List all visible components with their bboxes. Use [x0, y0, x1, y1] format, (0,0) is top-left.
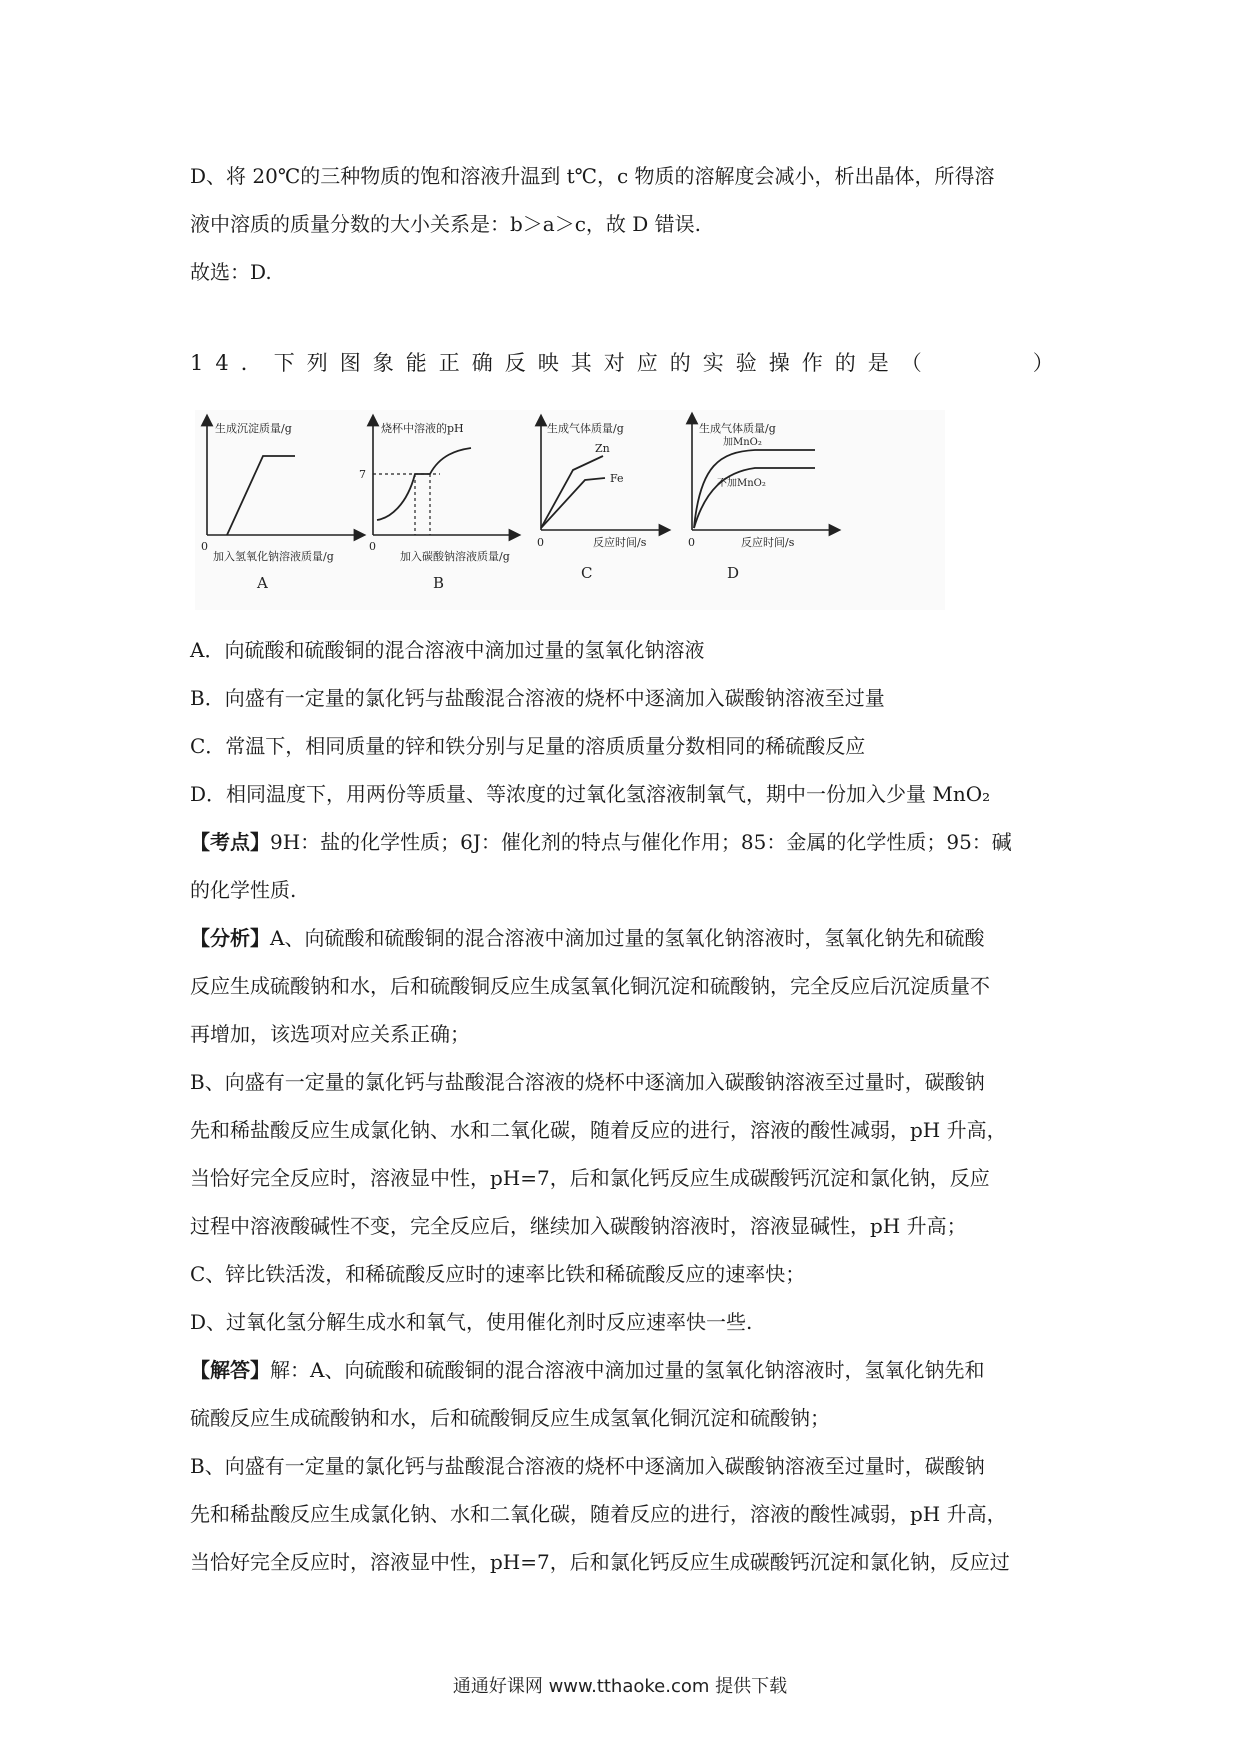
question-stem	[190, 347, 1066, 377]
series-with-mno2: 加MnO₂	[723, 437, 762, 448]
question-text: 下列图象能正确反映其对应的实验操作的是（ ）	[273, 351, 1066, 375]
ylabel-b: 烧杯中溶液的pH	[381, 422, 464, 435]
curve-fe	[541, 478, 605, 528]
text-line: 当恰好完全反应时，溶液显中性，pH=7，后和氯化钙反应生成碳酸钙沉淀和氯化钠，反应过	[190, 1550, 1010, 1574]
graph-a	[201, 420, 360, 592]
option-a: A．向硫酸和硫酸铜的混合溶液中滴加过量的氢氧化钠溶液	[190, 638, 705, 662]
text-line: D、过氧化氢分解生成水和氧气，使用催化剂时反应速率快一些.	[190, 1310, 753, 1334]
curve-a	[227, 456, 295, 535]
fenxi-section	[190, 914, 1060, 1346]
curve-b	[377, 448, 471, 520]
text-line: 反应生成硫酸钠和水，后和硫酸铜反应生成氢氧化铜沉淀和硫酸钠，完全反应后沉淀质量不	[190, 974, 990, 998]
xlabel-b: 加入碳酸钠溶液质量/g	[400, 550, 510, 563]
text-line: B、向盛有一定量的氯化钙与盐酸混合溶液的烧杯中逐滴加入碳酸钠溶液至过量时，碳酸钠	[190, 1070, 985, 1094]
jieda-section	[190, 1346, 1060, 1586]
text-line: 再增加，该选项对应关系正确；	[190, 1022, 470, 1046]
curve-with-mno2	[694, 450, 815, 528]
text-line: 9H：盐的化学性质；6J：催化剂的特点与催化作用；85：金属的化学性质；95：碱	[270, 830, 1012, 854]
letter-b: B	[433, 574, 445, 592]
series-zn: Zn	[595, 442, 610, 455]
option-d: D．相同温度下，用两份等质量、等浓度的过氧化氢溶液制氧气，期中一份加入少量 MnO₂	[190, 782, 991, 806]
text-line: 故选：D.	[190, 260, 272, 284]
letter-a: A	[257, 574, 268, 592]
xlabel-d: 反应时间/s	[741, 536, 795, 549]
xlabel-a: 加入氢氧化钠溶液质量/g	[213, 550, 334, 563]
text-line: 的化学性质.	[190, 878, 297, 902]
previous-answer	[190, 152, 1060, 296]
kaodian-section	[190, 818, 1060, 914]
xlabel-c: 反应时间/s	[593, 536, 647, 549]
graph-b	[359, 420, 515, 592]
graphs-svg	[195, 410, 945, 610]
graph-c	[537, 420, 665, 582]
text-line: B、向盛有一定量的氯化钙与盐酸混合溶液的烧杯中逐滴加入碳酸钠溶液至过量时，碳酸钠	[190, 1454, 985, 1478]
text-line: 解：A、向硫酸和硫酸铜的混合溶液中滴加过量的氢氧化钠溶液时，氢氧化钠先和	[270, 1358, 985, 1382]
answer-options	[190, 626, 1060, 818]
text-line: 先和稀盐酸反应生成氯化钠、水和二氧化碳，随着反应的进行，溶液的酸性减弱，pH 升高，	[190, 1118, 1007, 1142]
tick-b: 7	[359, 468, 366, 481]
jieda-tag: 【解答】	[190, 1358, 270, 1382]
text-line: 硫酸反应生成硫酸钠和水，后和硫酸铜反应生成氢氧化铜沉淀和硫酸钠；	[190, 1406, 830, 1430]
option-b: B．向盛有一定量的氯化钙与盐酸混合溶液的烧杯中逐滴加入碳酸钠溶液至过量	[190, 686, 885, 710]
fenxi-tag: 【分析】	[190, 926, 270, 950]
ylabel-a: 生成沉淀质量/g	[215, 422, 292, 435]
page-footer: 通通好课网 www.tthaoke.com 提供下载	[452, 1676, 788, 1697]
origin-c: 0	[537, 536, 544, 549]
letter-d: D	[727, 564, 740, 582]
letter-c: C	[581, 564, 593, 582]
option-c: C．常温下，相同质量的锌和铁分别与足量的溶质质量分数相同的稀硫酸反应	[190, 734, 866, 758]
kaodian-tag: 【考点】	[190, 830, 270, 854]
text-line: 过程中溶液酸碱性不变，完全反应后，继续加入碳酸钠溶液时，溶液显碱性，pH 升高；	[190, 1214, 967, 1238]
text-line: A、向硫酸和硫酸铜的混合溶液中滴加过量的氢氧化钠溶液时，氢氧化钠先和硫酸	[270, 926, 985, 950]
text-line: D、将 20℃的三种物质的饱和溶液升温到 t℃，c 物质的溶解度会减小，析出晶体，所得溶	[190, 164, 995, 188]
text-line: 先和稀盐酸反应生成氯化钠、水和二氧化碳，随着反应的进行，溶液的酸性减弱，pH 升高，	[190, 1502, 1007, 1526]
series-fe: Fe	[610, 472, 624, 485]
graph-d	[688, 418, 835, 582]
origin-a: 0	[201, 540, 208, 553]
ylabel-c: 生成气体质量/g	[547, 422, 624, 435]
origin-b: 0	[369, 540, 376, 553]
graphs-figure	[195, 410, 945, 610]
question-number: 14．	[190, 351, 274, 375]
ylabel-d: 生成气体质量/g	[699, 422, 776, 435]
text-line: C、锌比铁活泼，和稀硫酸反应时的速率比铁和稀硫酸反应的速率快；	[190, 1262, 806, 1286]
text-line: 当恰好完全反应时，溶液显中性，pH=7，后和氯化钙反应生成碳酸钙沉淀和氯化钠，反应	[190, 1166, 990, 1190]
curve-without-mno2	[694, 468, 815, 528]
text-line: 液中溶质的质量分数的大小关系是：b＞a＞c，故 D 错误.	[190, 212, 702, 236]
origin-d: 0	[688, 536, 695, 549]
series-without-mno2: 不加MnO₂	[717, 478, 766, 489]
